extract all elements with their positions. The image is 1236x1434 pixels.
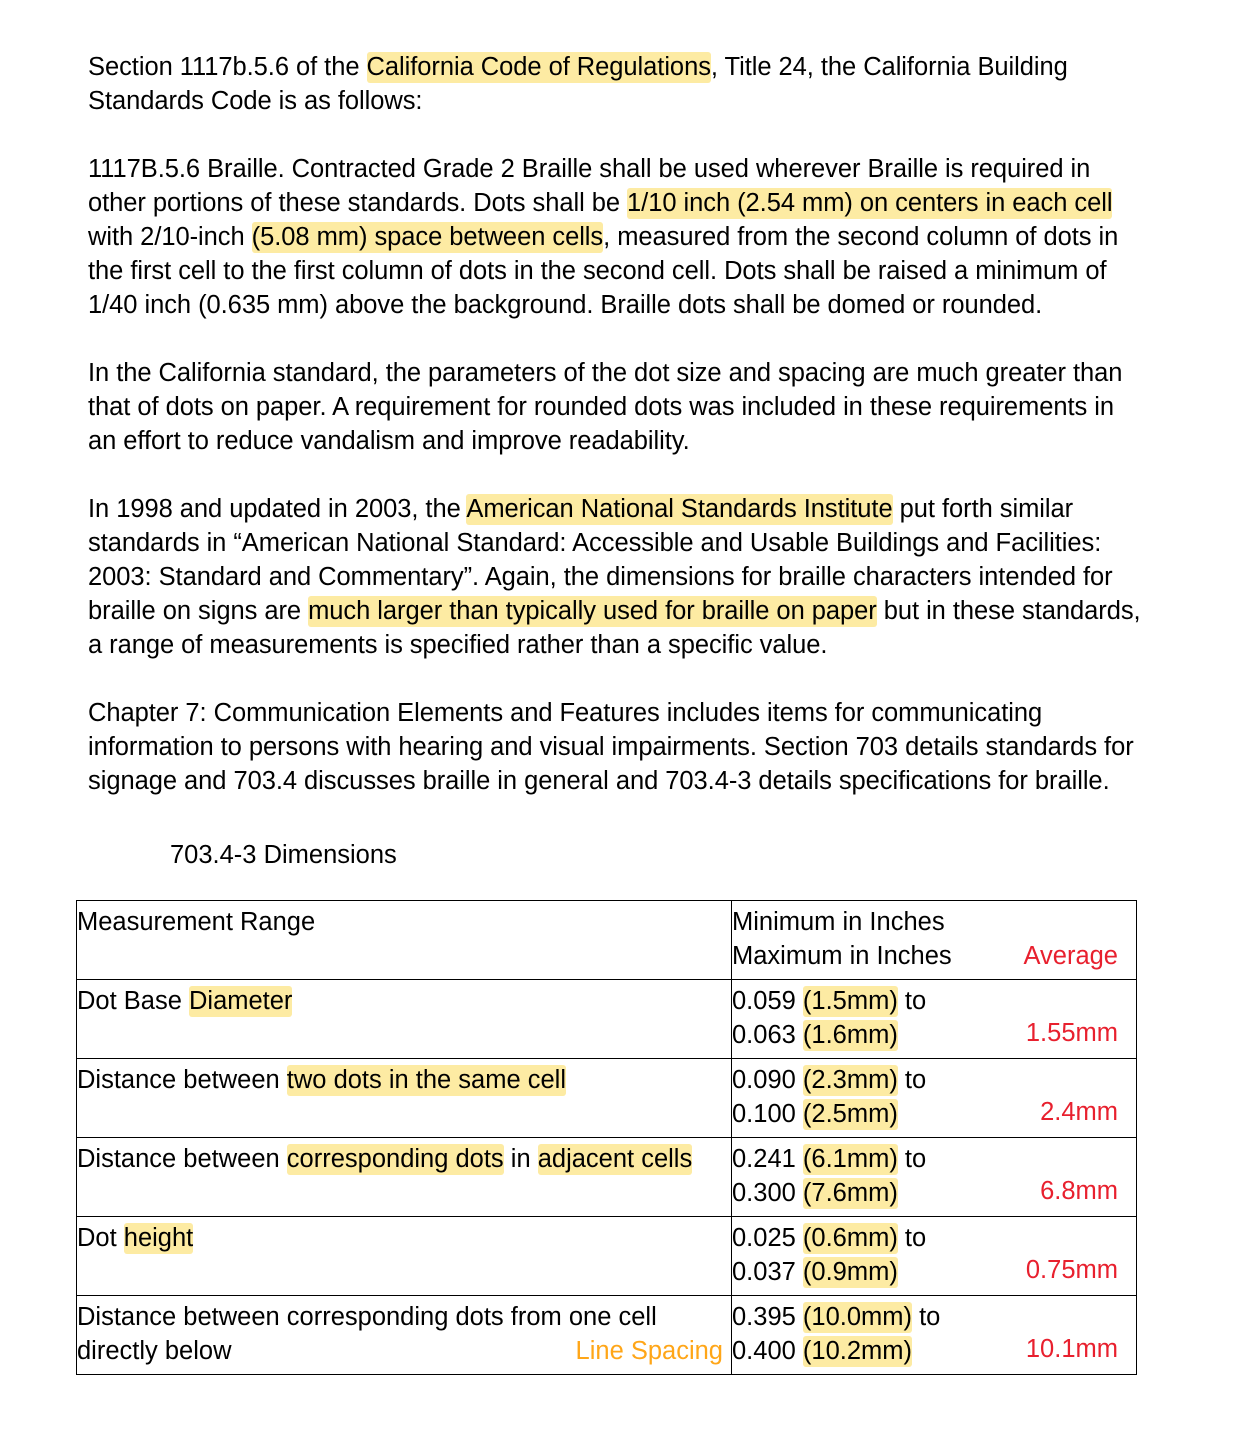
row-average: 6.8mm — [1040, 1177, 1118, 1205]
highlighted-text: (0.6mm) — [802, 1224, 898, 1252]
row-average: 1.55mm — [1025, 1019, 1118, 1047]
highlighted-text: (0.9mm) — [802, 1258, 898, 1286]
paragraph-chapter7: Chapter 7: Communication Elements and Features includes items for communicating information to persons with hearing and visual impairments. Section 703 details standards for signage and 703.4 discusses braille in general and 703.4-3 details specifications for braille. — [88, 699, 1134, 795]
dimensions-table — [76, 900, 1137, 1375]
row-minimum: 0.241 (6.1mm) to — [732, 1145, 927, 1173]
row-maximum: 0.400 (10.2mm) — [732, 1337, 913, 1365]
row-label-cell — [77, 1059, 732, 1138]
table-row — [77, 1059, 1137, 1138]
row-minimum: 0.059 (1.5mm) to — [732, 987, 927, 1015]
highlighted-text: (10.2mm) — [802, 1337, 913, 1365]
subheading-dimensions: 703.4-3 Dimensions — [170, 841, 397, 869]
row-average: 2.4mm — [1040, 1098, 1118, 1126]
header-average-label: Average — [1023, 942, 1118, 970]
table-row — [77, 1217, 1137, 1296]
highlighted-text: (7.6mm) — [802, 1179, 898, 1207]
highlighted-text: (1.6mm) — [802, 1021, 898, 1049]
highlighted-text: adjacent cells — [537, 1145, 693, 1173]
header-maximum-inches: Maximum in Inches — [732, 942, 952, 970]
row-range-cell — [732, 980, 1137, 1059]
highlighted-text: Diameter — [188, 987, 293, 1015]
row-maximum: 0.063 (1.6mm) — [732, 1021, 898, 1049]
table-row — [77, 980, 1137, 1059]
highlighted-text: (5.08 mm) space between cells — [251, 223, 604, 251]
line-spacing-annotation: Line Spacing — [575, 1337, 723, 1365]
paragraph-california-standard: In the California standard, the parameters of the dot size and spacing are much greater than that of dots on paper. A requirement for rounded dots was included in these requirements in an effort to reduce vandalism and improve readability. — [88, 359, 1123, 455]
paragraph-ansi: In 1998 and updated in 2003, the American National Standards Institute put forth similar standards in “American National Standard: Accessible and Usable Buildings and Facilities: 2003: Standard and Commentary”. Again, the dimensions for braille characters intended for braille on signs are much larger than typically used for braille on paper but in these standards, a range of measurements is specified rather than a specific value. — [88, 495, 1141, 659]
table-row — [77, 1138, 1137, 1217]
highlighted-text: 1/10 inch (2.54 mm) on centers in each cell — [627, 189, 1113, 217]
table-header-row — [77, 901, 1137, 980]
row-range-cell — [732, 1138, 1137, 1217]
row-maximum: 0.037 (0.9mm) — [732, 1258, 898, 1286]
row-average: 10.1mm — [1025, 1335, 1118, 1363]
row-range-cell — [732, 1059, 1137, 1138]
paragraph-spacer — [88, 458, 1146, 492]
row-maximum: 0.100 (2.5mm) — [732, 1100, 898, 1128]
header-inches-range — [732, 901, 1137, 980]
highlighted-text: California Code of Regulations — [366, 53, 711, 81]
table-row — [77, 1296, 1137, 1375]
dimensions-table-body — [77, 901, 1137, 1375]
paragraph-spacer — [88, 118, 1146, 152]
highlighted-text: (1.5mm) — [802, 987, 898, 1015]
header-measurement-range-label: Measurement Range — [77, 908, 316, 936]
row-minimum: 0.025 (0.6mm) to — [732, 1224, 927, 1252]
row-minimum: 0.395 (10.0mm) to — [732, 1303, 941, 1331]
highlighted-text: (10.0mm) — [802, 1303, 913, 1331]
paragraph-spacer — [88, 798, 1146, 838]
highlighted-text: (2.3mm) — [802, 1066, 898, 1094]
header-minimum-inches: Minimum in Inches — [732, 908, 945, 936]
highlighted-text: height — [123, 1224, 194, 1252]
row-range-cell — [732, 1217, 1137, 1296]
paragraph-quote-1117b: 1117B.5.6 Braille. Contracted Grade 2 Braille shall be used wherever Braille is required in other portions of these standards. Dots shall be 1/10 inch (2.54 mm) on centers in each cell with 2/10-inch (5.08 mm) space between cells, measured from the second column of dots in the first cell to the first column of dots in the second cell. Dots shall be raised a minimum of 1/40 inch (0.635 mm) above the background. Braille dots shall be domed or rounded. — [88, 155, 1119, 319]
row-label: Dot Base Diameter — [77, 987, 293, 1015]
subheading-spacer — [88, 872, 1146, 900]
row-label-cell — [77, 980, 732, 1059]
row-label: Dot height — [77, 1224, 194, 1252]
row-minimum: 0.090 (2.3mm) to — [732, 1066, 927, 1094]
row-label: Distance between corresponding dots in adjacent cells — [77, 1145, 693, 1173]
highlighted-text: two dots in the same cell — [286, 1066, 567, 1094]
row-label-cell — [77, 1296, 732, 1375]
row-average: 0.75mm — [1025, 1256, 1118, 1284]
row-range-cell — [732, 1296, 1137, 1375]
row-maximum: 0.300 (7.6mm) — [732, 1179, 898, 1207]
header-measurement-range — [77, 901, 732, 980]
highlighted-text: much larger than typically used for braille on paper — [308, 597, 877, 625]
highlighted-text: (6.1mm) — [802, 1145, 898, 1173]
row-label: Distance between corresponding dots from one cell directly below — [77, 1303, 657, 1365]
highlighted-text: (2.5mm) — [802, 1100, 898, 1128]
highlighted-text: American National Standards Institute — [466, 495, 893, 523]
paragraph-spacer — [88, 662, 1146, 696]
highlighted-text: corresponding dots — [286, 1145, 504, 1173]
paragraph-intro: Section 1117b.5.6 of the California Code of Regulations, Title 24, the California Building Standards Code is as follows: — [88, 53, 1068, 115]
paragraph-spacer — [88, 322, 1146, 356]
row-label-cell — [77, 1138, 732, 1217]
row-label-cell — [77, 1217, 732, 1296]
row-label: Distance between two dots in the same cell — [77, 1066, 567, 1094]
